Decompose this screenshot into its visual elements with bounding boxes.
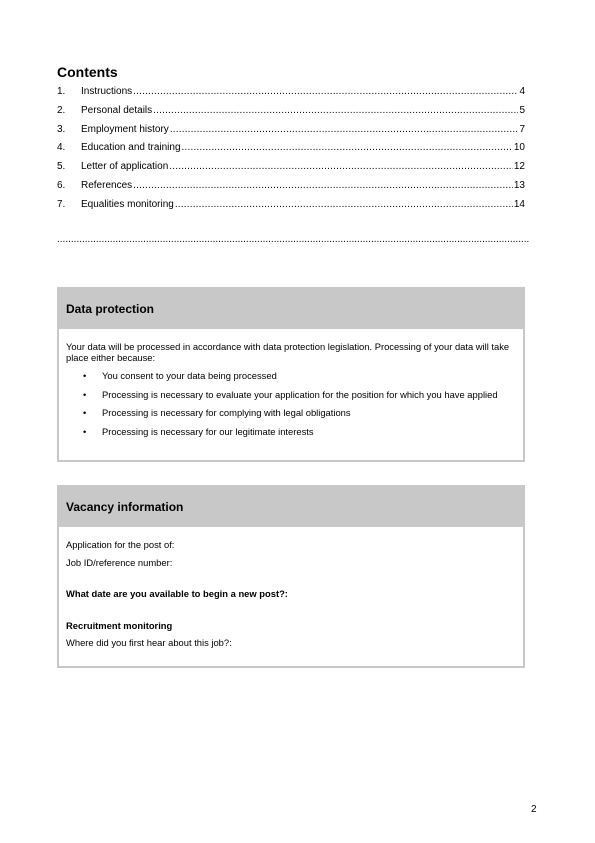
table-of-contents [57,86,525,218]
toc-entry[interactable] [57,124,525,143]
toc-entry[interactable] [57,199,525,218]
data-protection-body [59,329,523,452]
vacancy-information-heading: Vacancy information [59,487,523,527]
toc-entry-number: 7. [57,198,66,210]
toc-entry-title: Employment history [81,123,169,135]
data-protection-section [57,287,525,462]
toc-entry[interactable] [57,161,525,180]
toc-entry[interactable] [57,105,525,124]
toc-entry-page: 10 [513,142,525,154]
toc-entry[interactable] [57,142,525,161]
toc-dot-leader [153,105,518,116]
list-item-text: Processing is necessary for our legitimate interests [102,425,314,437]
toc-entry-number: 5. [57,161,66,173]
list-item [83,407,516,418]
list-item [83,370,516,381]
job-id-field-label[interactable]: Job ID/reference number: [66,556,173,568]
toc-entry-number: 2. [57,104,66,116]
toc-dot-leader [133,180,513,191]
toc-entry-title: Instructions [81,86,133,97]
dotted-separator [57,236,529,244]
toc-entry-page: 5 [519,104,525,116]
recruitment-monitoring-heading: Recruitment monitoring [66,619,173,631]
bullet-icon: • [83,370,87,381]
contents-title: Contents [57,64,118,80]
toc-entry-number: 6. [57,179,66,191]
toc-entry-title: Letter of application [81,161,169,173]
bullet-icon: • [83,407,87,418]
toc-entry-title: Personal details [81,104,153,116]
data-protection-heading: Data protection [59,289,523,329]
vacancy-information-section [57,485,525,668]
list-item [83,426,516,437]
toc-dot-leader [182,142,513,153]
toc-entry-page: 13 [513,179,525,191]
toc-entry-page: 14 [513,198,525,210]
post-field-label[interactable]: Application for the post of: [66,539,175,550]
toc-entry-page: 12 [513,161,525,173]
page-number: 2 [531,804,537,815]
bullet-icon: • [83,425,87,437]
toc-dot-leader [169,161,513,172]
toc-entry-title: Education and training [81,142,181,154]
toc-entry-number: 3. [57,123,66,135]
bullet-icon: • [83,388,87,400]
toc-dot-leader [175,199,513,210]
list-item-text: Processing is necessary for complying with legal obligations [102,407,351,418]
toc-entry[interactable] [57,86,525,105]
toc-entry-page: 4 [519,86,525,97]
data-protection-intro: Your data will be processed in accordance with data protection legislation. Processing of your data will take place either because: [66,341,510,363]
toc-entry[interactable] [57,180,525,199]
toc-entry-page: 7 [519,123,525,135]
list-item-text: You consent to your data being processed [102,370,277,381]
job-source-question[interactable]: Where did you first hear about this job?: [66,637,232,648]
toc-entry-title: References [81,179,133,191]
toc-entry-title: Equalities monitoring [81,198,174,210]
list-item-text: Processing is necessary to evaluate your application for the position for which you have applied [102,388,498,400]
vacancy-information-body [59,527,523,663]
toc-entry-number: 1. [57,86,66,97]
toc-dot-leader [133,86,518,97]
toc-dot-leader [170,124,519,135]
data-protection-list [66,370,516,437]
list-item [83,389,516,400]
toc-entry-number: 4. [57,142,66,154]
start-date-question[interactable]: What date are you available to begin a new post?: [66,588,288,599]
